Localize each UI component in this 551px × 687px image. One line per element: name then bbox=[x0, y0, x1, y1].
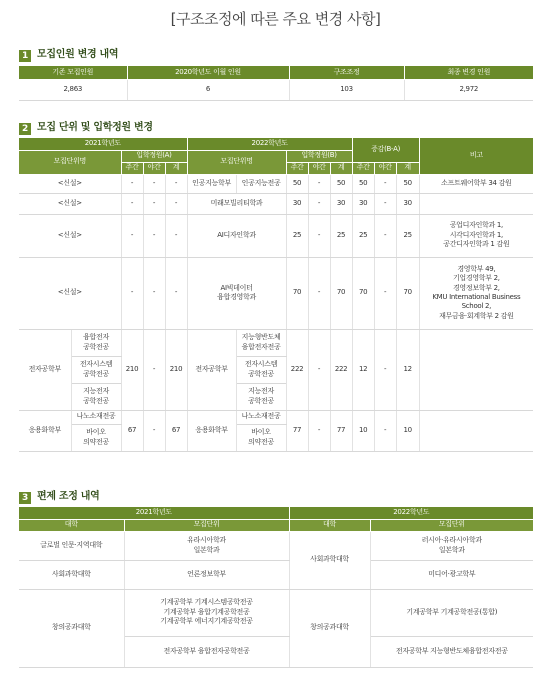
column-header: 대학 bbox=[289, 519, 370, 531]
column-header: 2020학년도 이월 인원 bbox=[127, 66, 289, 80]
unit-line: 러시아·유라시아학과 bbox=[421, 536, 482, 545]
quota-cell: - bbox=[308, 257, 330, 329]
quota-cell: 210 bbox=[121, 329, 143, 410]
column-header: 계 bbox=[165, 162, 187, 174]
unit-cell: AI디자인학과 bbox=[187, 214, 286, 257]
quota-cell: - bbox=[121, 193, 143, 214]
note-cell bbox=[419, 410, 533, 451]
quota-cell: 70 bbox=[286, 257, 308, 329]
note-cell bbox=[419, 193, 533, 214]
quota-cell: 222 bbox=[330, 329, 352, 410]
quota-cell: 50 bbox=[286, 174, 308, 193]
section-number: 2 bbox=[19, 123, 31, 135]
column-header: 계 bbox=[330, 162, 352, 174]
diff-cell: 12 bbox=[396, 329, 419, 410]
quota-cell: - bbox=[143, 257, 165, 329]
column-header: 주간 bbox=[352, 162, 374, 174]
column-header: 대학 bbox=[19, 519, 124, 531]
unit-cell bbox=[236, 356, 286, 383]
table-header-row bbox=[19, 138, 533, 150]
quota-cell: - bbox=[308, 214, 330, 257]
note-line: 기업경영학부 2, bbox=[452, 274, 500, 283]
column-header: 2021학년도 bbox=[19, 507, 289, 519]
note-cell bbox=[419, 257, 533, 329]
quota-cell: - bbox=[143, 329, 165, 410]
unit-cell: 인공지능전공 bbox=[236, 174, 286, 193]
quota-cell: 25 bbox=[330, 214, 352, 257]
column-header: 야간 bbox=[308, 162, 330, 174]
column-header: 모집단위 bbox=[370, 519, 533, 531]
column-header: 비고 bbox=[419, 138, 533, 174]
unit-cell: 미래모빌리티학과 bbox=[187, 193, 286, 214]
unit-line: 공학전공 bbox=[83, 342, 109, 351]
table-header-row bbox=[19, 507, 533, 519]
quota-cell: 67 bbox=[165, 410, 187, 451]
column-header: 2021학년도 bbox=[19, 138, 187, 150]
table-cell: 2,863 bbox=[19, 80, 127, 101]
quota-cell: - bbox=[165, 174, 187, 193]
section-3-heading bbox=[19, 487, 100, 504]
column-header: 야간 bbox=[143, 162, 165, 174]
unit-line: 전자시스템 bbox=[244, 360, 278, 369]
note-line: 재무금융·회계학부 2 감원 bbox=[439, 311, 514, 320]
table-row bbox=[19, 560, 533, 589]
table-row bbox=[19, 410, 533, 424]
quota-cell: - bbox=[308, 174, 330, 193]
college-cell: 전자공학부 bbox=[187, 329, 236, 410]
quota-cell: - bbox=[121, 214, 143, 257]
diff-cell: - bbox=[374, 214, 396, 257]
column-header: 야간 bbox=[374, 162, 396, 174]
unit-line: 융합전자 bbox=[83, 333, 109, 342]
unit-cell bbox=[71, 424, 121, 451]
quota-cell: 30 bbox=[330, 193, 352, 214]
table-cell: 2,972 bbox=[404, 80, 533, 101]
quota-cell: - bbox=[308, 329, 330, 410]
section-title: 모집인원 변경 내역 bbox=[37, 49, 119, 60]
unit-cell bbox=[71, 383, 121, 410]
unit-line: 유라시아학과 bbox=[187, 536, 226, 545]
quota-cell: - bbox=[308, 193, 330, 214]
unit-line: AI빅데이터 bbox=[220, 283, 253, 292]
unit-line: 지능형반도체 bbox=[241, 333, 281, 342]
column-header: 2022학년도 bbox=[289, 507, 533, 519]
quota-cell: 77 bbox=[330, 410, 352, 451]
unit-cell: <신설> bbox=[19, 174, 121, 193]
note-line: 경영학부 49, bbox=[457, 264, 496, 273]
column-header: 모집단위 bbox=[124, 519, 289, 531]
column-header: 계 bbox=[396, 162, 419, 174]
unit-line: 공학전공 bbox=[248, 369, 274, 378]
unit-line: 의약전공 bbox=[83, 437, 109, 446]
note-cell bbox=[419, 174, 533, 193]
unit-line: 융합전자전공 bbox=[241, 342, 281, 351]
column-header: 구조조정 bbox=[289, 66, 404, 80]
unit-line: 융합경영학과 bbox=[217, 293, 256, 301]
table-header-row bbox=[19, 66, 533, 80]
section-1-heading bbox=[19, 45, 118, 62]
column-header: 주간 bbox=[121, 162, 143, 174]
unit-line: 기계공학부 에너지기계공학전공 bbox=[160, 617, 253, 626]
diff-cell: 12 bbox=[352, 329, 374, 410]
note-line: School 2, bbox=[461, 302, 492, 311]
unit-cell: 전자공학부 융합전자공학전공 bbox=[124, 636, 289, 667]
quota-cell: 25 bbox=[286, 214, 308, 257]
table-row bbox=[19, 80, 533, 101]
college-cell: 글로벌 인문·지역대학 bbox=[19, 531, 124, 560]
note-line: 경영정보학부 2, bbox=[452, 283, 500, 292]
note-line: 공간디자인학과 1 감원 bbox=[443, 240, 510, 249]
column-header: 모집단위명 bbox=[19, 150, 121, 174]
quota-cell: - bbox=[165, 257, 187, 329]
quota-cell: - bbox=[121, 257, 143, 329]
diff-cell: 10 bbox=[396, 410, 419, 451]
table-header-row bbox=[19, 519, 533, 531]
diff-cell: 10 bbox=[352, 410, 374, 451]
unit-quota-table bbox=[19, 138, 533, 452]
section-title: 편제 조정 내역 bbox=[37, 491, 100, 502]
table-cell: 103 bbox=[289, 80, 404, 101]
diff-cell: - bbox=[374, 410, 396, 451]
page-title: [구조조정에 따른 주요 변경 사항] bbox=[170, 10, 381, 28]
diff-cell: - bbox=[374, 329, 396, 410]
table-cell: 6 bbox=[127, 80, 289, 101]
unit-line: 일본학과 bbox=[193, 545, 220, 554]
unit-cell: <신설> bbox=[19, 214, 121, 257]
quota-cell: 67 bbox=[121, 410, 143, 451]
college-cell: 사회과학대학 bbox=[19, 560, 124, 589]
quota-cell: - bbox=[143, 410, 165, 451]
unit-cell: <신설> bbox=[19, 257, 121, 329]
quota-cell: 222 bbox=[286, 329, 308, 410]
college-cell: 사회과학대학 bbox=[289, 531, 370, 589]
recruitment-change-table bbox=[19, 66, 533, 101]
note-cell bbox=[419, 329, 533, 410]
unit-line: 전자시스템 bbox=[79, 360, 113, 369]
diff-cell: - bbox=[374, 174, 396, 193]
column-header: 증감(B-A) bbox=[352, 138, 419, 162]
unit-line: 지능전자 bbox=[248, 387, 274, 396]
unit-line: 기계공학부 융합기계공학전공 bbox=[163, 607, 250, 616]
unit-cell bbox=[236, 383, 286, 410]
college-cell: 인공지능학부 bbox=[187, 174, 236, 193]
unit-cell: 기계공학부 기계공학전공(통합) bbox=[370, 589, 533, 636]
section-number: 3 bbox=[19, 492, 31, 504]
diff-cell: 50 bbox=[352, 174, 374, 193]
quota-cell: - bbox=[143, 174, 165, 193]
unit-line: 바이오 bbox=[86, 428, 106, 437]
table-row bbox=[19, 329, 533, 356]
diff-cell: 70 bbox=[352, 257, 374, 329]
diff-cell: 30 bbox=[352, 193, 374, 214]
unit-line: 공학전공 bbox=[83, 369, 109, 378]
college-cell: 전자공학부 bbox=[19, 329, 71, 410]
unit-line: 공학전공 bbox=[83, 396, 109, 405]
diff-cell: - bbox=[374, 257, 396, 329]
college-cell: 창의공과대학 bbox=[289, 589, 370, 667]
diff-cell: 30 bbox=[396, 193, 419, 214]
unit-line: 기계공학부 기계시스템공학전공 bbox=[160, 598, 253, 607]
unit-cell bbox=[236, 329, 286, 356]
column-header: 모집단위명 bbox=[187, 150, 286, 174]
unit-cell: 나노소재전공 bbox=[236, 410, 286, 424]
note-line: KMU International Business bbox=[432, 293, 521, 301]
table-row bbox=[19, 193, 533, 214]
unit-line: 의약전공 bbox=[248, 437, 274, 446]
note-line: 시각디자인학과 1, bbox=[449, 230, 503, 239]
section-number: 1 bbox=[19, 50, 31, 62]
table-row bbox=[19, 531, 533, 560]
quota-cell: - bbox=[165, 214, 187, 257]
table-row bbox=[19, 589, 533, 636]
quota-cell: 70 bbox=[330, 257, 352, 329]
unit-cell bbox=[71, 356, 121, 383]
diff-cell: 25 bbox=[396, 214, 419, 257]
diff-cell: 25 bbox=[352, 214, 374, 257]
organization-change-table bbox=[19, 507, 533, 668]
unit-cell bbox=[124, 531, 289, 560]
quota-cell: 30 bbox=[286, 193, 308, 214]
quota-cell: 50 bbox=[330, 174, 352, 193]
unit-cell: 나노소재전공 bbox=[71, 410, 121, 424]
quota-cell: - bbox=[143, 193, 165, 214]
college-cell: 창의공과대학 bbox=[19, 589, 124, 667]
column-header: 기존 모집인원 bbox=[19, 66, 127, 80]
college-cell: 응용화학부 bbox=[19, 410, 71, 451]
column-header: 입학정원(A) bbox=[121, 150, 187, 162]
college-cell: 응용화학부 bbox=[187, 410, 236, 451]
column-header: 주간 bbox=[286, 162, 308, 174]
table-row bbox=[19, 257, 533, 329]
unit-line: 바이오 bbox=[251, 428, 271, 437]
column-header: 2022학년도 bbox=[187, 138, 352, 150]
unit-cell bbox=[71, 329, 121, 356]
note-cell bbox=[419, 214, 533, 257]
unit-cell bbox=[187, 257, 286, 329]
quota-cell: - bbox=[308, 410, 330, 451]
section-title: 모집 단위 및 입학정원 변경 bbox=[37, 122, 153, 133]
section-2-heading bbox=[19, 118, 153, 135]
table-row bbox=[19, 214, 533, 257]
unit-cell: 언론정보학부 bbox=[124, 560, 289, 589]
unit-line: 지능전자 bbox=[83, 387, 109, 396]
quota-cell: - bbox=[121, 174, 143, 193]
unit-cell bbox=[236, 424, 286, 451]
diff-cell: 50 bbox=[396, 174, 419, 193]
quota-cell: 77 bbox=[286, 410, 308, 451]
note-line: 소프트웨어학부 34 감원 bbox=[441, 178, 512, 187]
diff-cell: 70 bbox=[396, 257, 419, 329]
table-row bbox=[19, 174, 533, 193]
note-line: 공업디자인학과 1, bbox=[449, 221, 503, 230]
column-header: 입학정원(B) bbox=[286, 150, 352, 162]
unit-cell: 미디어·광고학부 bbox=[370, 560, 533, 589]
unit-line: 공학전공 bbox=[248, 396, 274, 405]
column-header: 최종 변경 인원 bbox=[404, 66, 533, 80]
unit-cell: <신설> bbox=[19, 193, 121, 214]
diff-cell: - bbox=[374, 193, 396, 214]
quota-cell: 210 bbox=[165, 329, 187, 410]
unit-cell bbox=[124, 589, 289, 636]
unit-cell bbox=[370, 531, 533, 560]
unit-cell: 전자공학부 지능형반도체융합전자전공 bbox=[370, 636, 533, 667]
quota-cell: - bbox=[165, 193, 187, 214]
quota-cell: - bbox=[143, 214, 165, 257]
unit-line: 일본학과 bbox=[438, 545, 465, 554]
